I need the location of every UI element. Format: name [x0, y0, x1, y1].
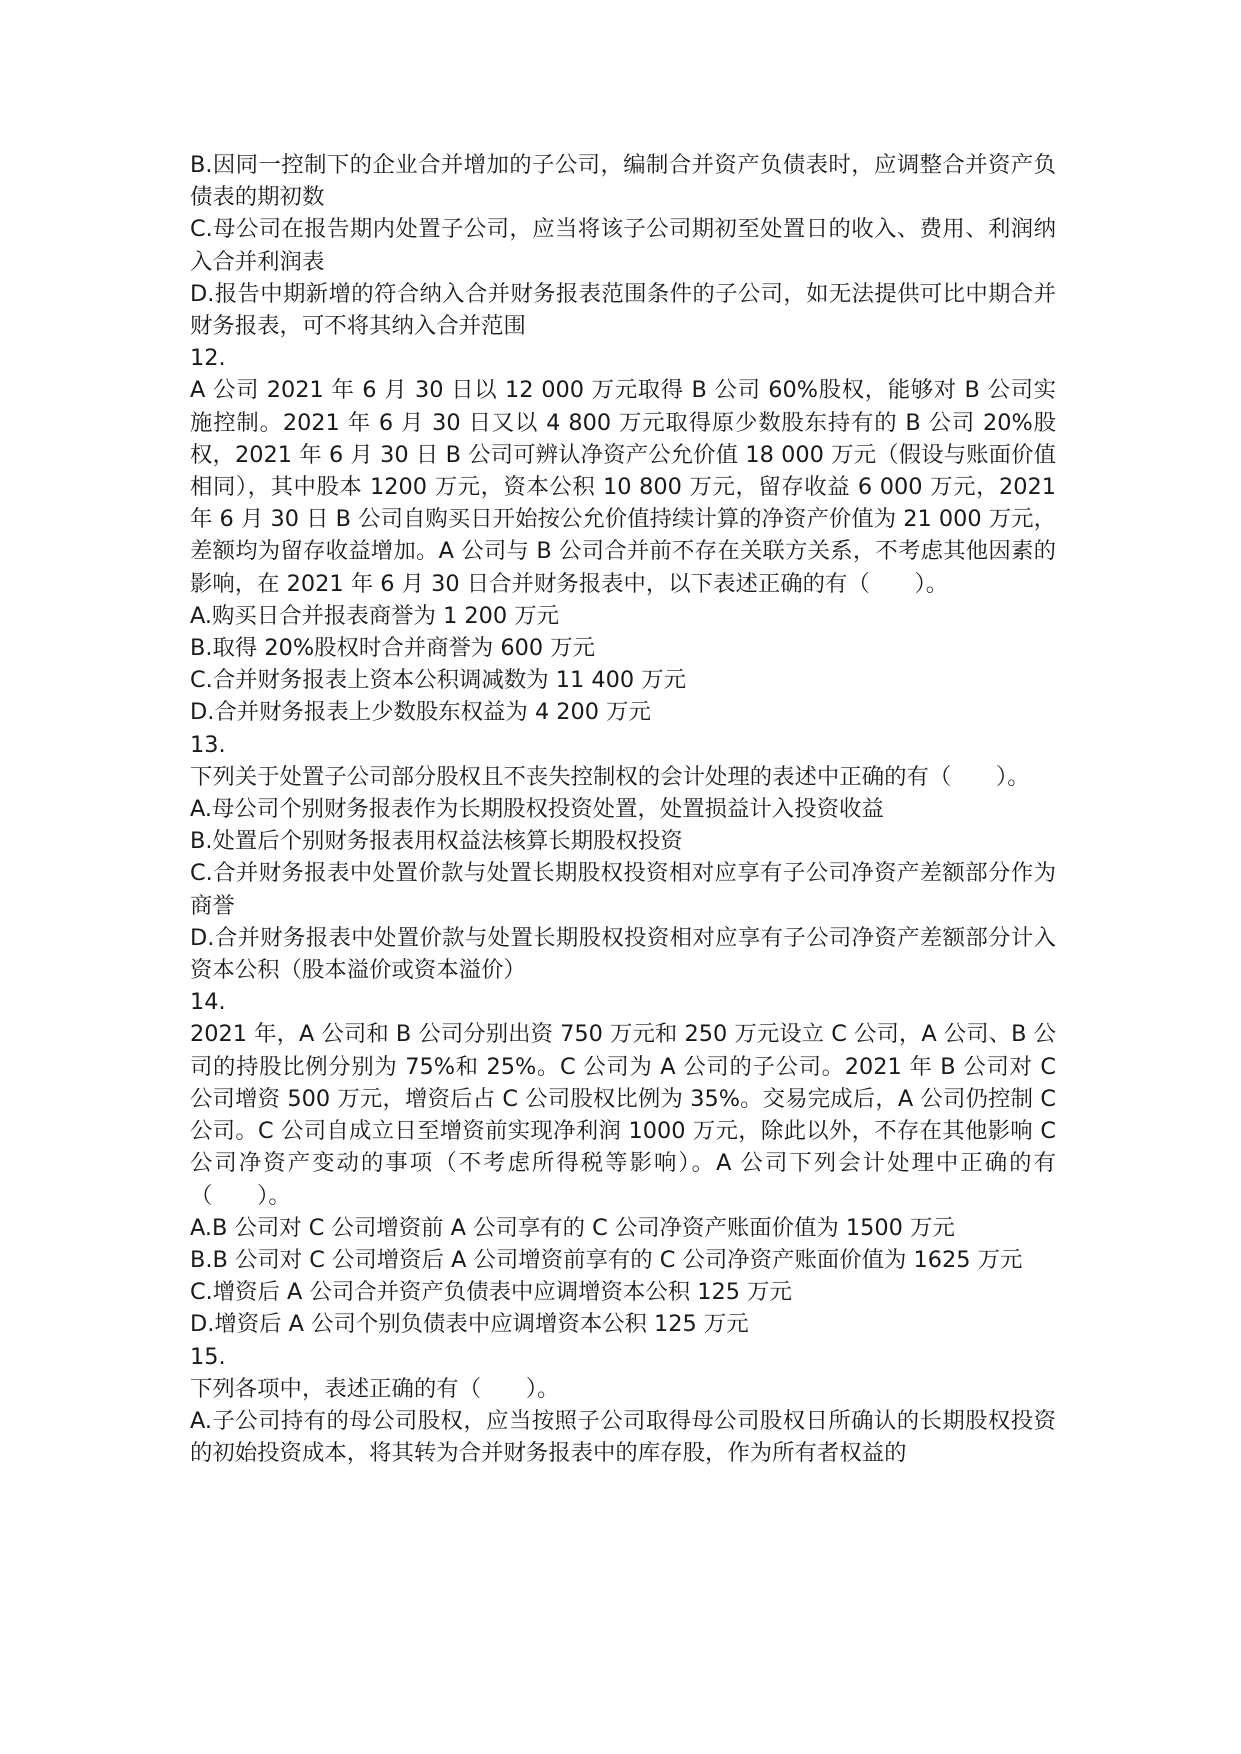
option-text: A.子公司持有的母公司股权，应当按照子公司取得母公司股权日所确认的长期股权投资的初始投资成本，将其转为合并财务报表中的库存股，作为所有者权益的 — [190, 1407, 1056, 1467]
question-number: 15. — [190, 1343, 226, 1370]
option-text: D.合并财务报表中处置价款与处置长期股权投资相对应享有子公司净资产差额部分计入资本公积（股本溢价或资本溢价） — [190, 924, 1056, 984]
question-text: 下列关于处置子公司部分股权且不丧失控制权的会计处理的表述中正确的有（ ）。 — [190, 763, 1030, 790]
question-text: 2021 年，A 公司和 B 公司分别出资 750 万元和 250 万元设立 C 公司，A 公司、B 公司的持股比例分别为 75%和 25%。C 公司为 A 公司的子公司。2021 年 B 公司对 C 公司增资 500 万元，增资后占 C 公司股权比例为 35%。交易完成后，A 公司仍控制 C 公司。C 公司自成立日至增资前实现净利润 1000 万元，除此以外，不存在其他影响 C 公司净资产变动的事项（不考虑所得税等影响）。A 公司下列会计处理中正确的有（ ）。 — [190, 1021, 1064, 1209]
option-text: D.合并财务报表上少数股东权益为 4 200 万元 — [190, 699, 651, 726]
option-text: A.母公司个别财务报表作为长期股权投资处置，处置损益计入投资收益 — [190, 796, 884, 823]
option-text: C.合并财务报表中处置价款与处置长期股权投资相对应享有子公司净资产差额部分作为商誉 — [190, 860, 1056, 919]
option-text: D.报告中期新增的符合纳入合并财务报表范围条件的子公司，如无法提供可比中期合并财务报表，可不将其纳入合并范围 — [190, 280, 1056, 340]
option-text: C.母公司在报告期内处置子公司，应当将该子公司期初至处置日的收入、费用、利润纳入合并利润表 — [190, 216, 1056, 275]
option-text: B.B 公司对 C 公司增资后 A 公司增资前享有的 C 公司净资产账面价值为 1625 万元 — [190, 1246, 1023, 1273]
option-text: A.B 公司对 C 公司增资前 A 公司享有的 C 公司净资产账面价值为 1500 万元 — [190, 1214, 955, 1241]
question-text: A 公司 2021 年 6 月 30 日以 12 000 万元取得 B 公司 60%股权，能够对 B 公司实施控制。2021 年 6 月 30 日又以 4 800 万元取得原少数股东持有的 B 公司 20%股权，2021 年 6 月 30 日 B 公司可辨认净资产公允价值 18 000 万元（假设与账面价值相同），其中股本 1200 万元，资本公积 10 800 万元，留存收益 6 000 万元，2021 年 6 月 30 日 B 公司自购买日开始按公允价值持续计算的净资产价值为 21 000 万元，差额均为留存收益增加。A 公司与 B 公司合并前不存在关联方关系，不考虑其他因素的影响，在 2021 年 6 月 30 日合并财务报表中，以下表述正确的有（ ）。 — [190, 377, 1064, 597]
option-text: A.购买日合并报表商誉为 1 200 万元 — [190, 602, 560, 629]
option-text: C.合并财务报表上资本公积调减数为 11 400 万元 — [190, 667, 686, 694]
option-text: C.增资后 A 公司合并资产负债表中应调增资本公积 125 万元 — [190, 1279, 792, 1306]
document-page — [190, 149, 1064, 1469]
question-number: 13. — [190, 731, 226, 758]
option-text: B.取得 20%股权时合并商誉为 600 万元 — [190, 635, 596, 662]
question-number: 14. — [190, 989, 226, 1016]
option-text: B.因同一控制下的企业合并增加的子公司，编制合并资产负债表时，应调整合并资产负债表的期初数 — [190, 152, 1056, 211]
question-number: 12. — [190, 345, 226, 372]
option-text: B.处置后个别财务报表用权益法核算长期股权投资 — [190, 828, 683, 855]
question-text: 下列各项中，表述正确的有（ ）。 — [190, 1375, 560, 1402]
option-text: D.增资后 A 公司个别负债表中应调增资本公积 125 万元 — [190, 1311, 749, 1338]
